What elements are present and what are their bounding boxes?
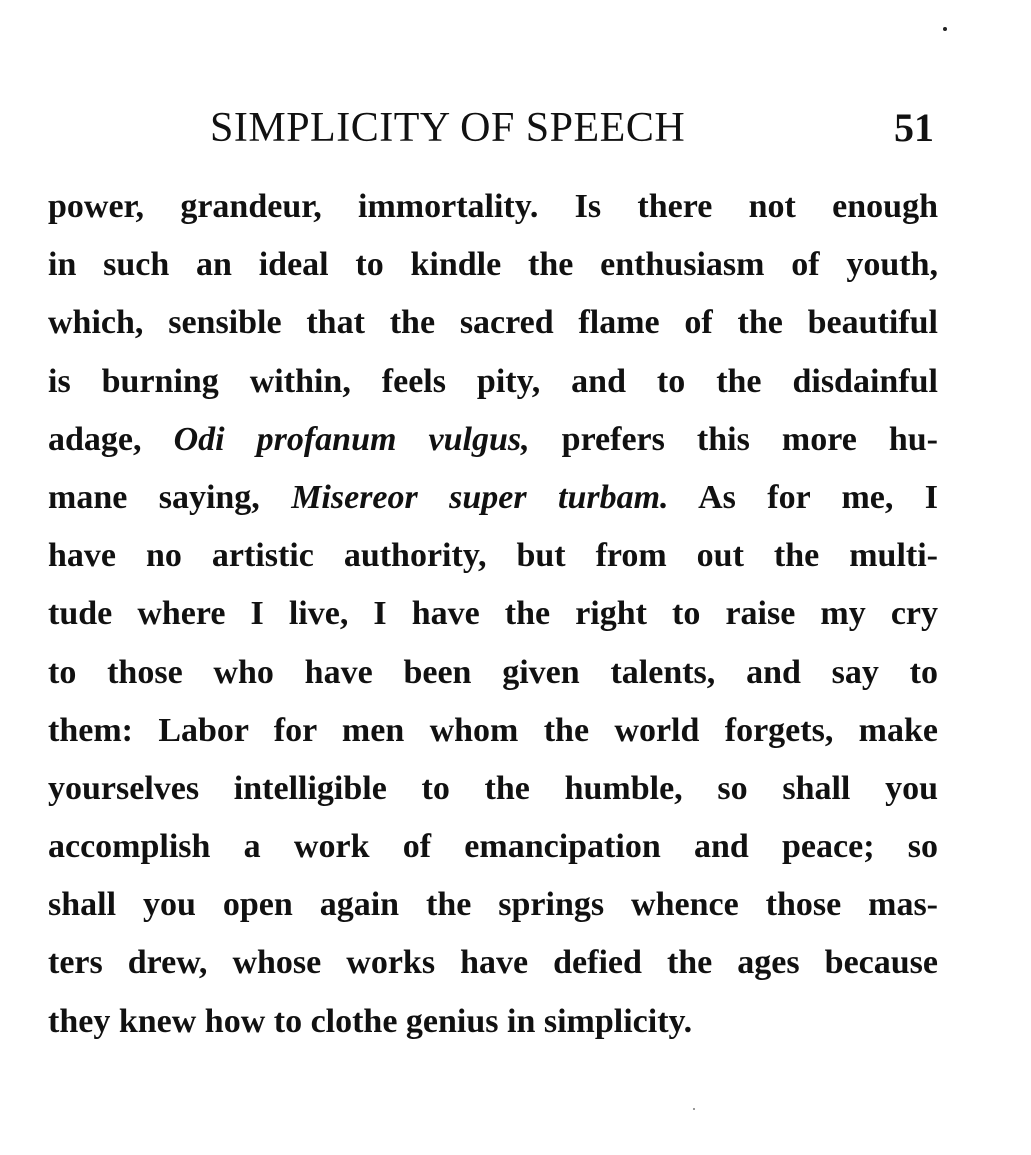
text-line: [48, 760, 938, 818]
text-line: [48, 702, 938, 760]
text-run: As for me, I: [668, 478, 938, 516]
text-run: in such an ideal to kindle the enthusiasm of youth,: [48, 246, 938, 284]
text-run: mane saying,: [48, 478, 292, 516]
running-head-title: SIMPLICITY OF SPEECH: [210, 105, 686, 151]
text-run: adage,: [48, 420, 174, 458]
text-line: [48, 469, 938, 527]
text-run: have no artistic authority, but from out the multi-: [48, 537, 938, 575]
text-line: [48, 585, 938, 643]
body-text: [48, 178, 938, 1051]
text-run: them: Labor for men whom the world forgets, make: [48, 711, 938, 749]
text-line: [48, 934, 938, 992]
text-run: tude where I live, I have the right to raise my cry: [48, 595, 938, 633]
text-run: yourselves intelligible to the humble, so shall you: [48, 769, 938, 807]
text-line: [48, 294, 938, 352]
text-run: ters drew, whose works have defied the ages because: [48, 944, 938, 982]
text-run: is burning within, feels pity, and to the disdainful: [48, 362, 938, 400]
text-line: [48, 411, 938, 469]
running-head: [48, 100, 938, 156]
italic-phrase: Misereor super turbam.: [291, 478, 669, 516]
text-line: [48, 644, 938, 702]
text-line: [48, 818, 938, 876]
text-line: [48, 527, 938, 585]
text-line: [48, 353, 938, 411]
text-line: [48, 876, 938, 934]
text-run: prefers this more hu-: [529, 420, 938, 458]
text-line: [48, 993, 938, 1051]
print-speck: [943, 27, 947, 31]
text-run: power, grandeur, immortality. Is there not enough: [48, 188, 938, 225]
text-line: [48, 178, 938, 236]
italic-phrase: Odi profanum vulgus,: [173, 420, 530, 458]
page-number: 51: [894, 105, 934, 150]
text-run: shall you open again the springs whence those mas-: [48, 886, 938, 924]
text-run: to those who have been given talents, and say to: [48, 653, 938, 691]
text-line: [48, 236, 938, 294]
print-speck: [693, 1108, 695, 1110]
text-run: they knew how to clothe genius in simplicity.: [48, 1002, 693, 1040]
text-run: which, sensible that the sacred flame of the beautiful: [48, 304, 938, 342]
text-run: accomplish a work of emancipation and peace; so: [48, 828, 938, 866]
